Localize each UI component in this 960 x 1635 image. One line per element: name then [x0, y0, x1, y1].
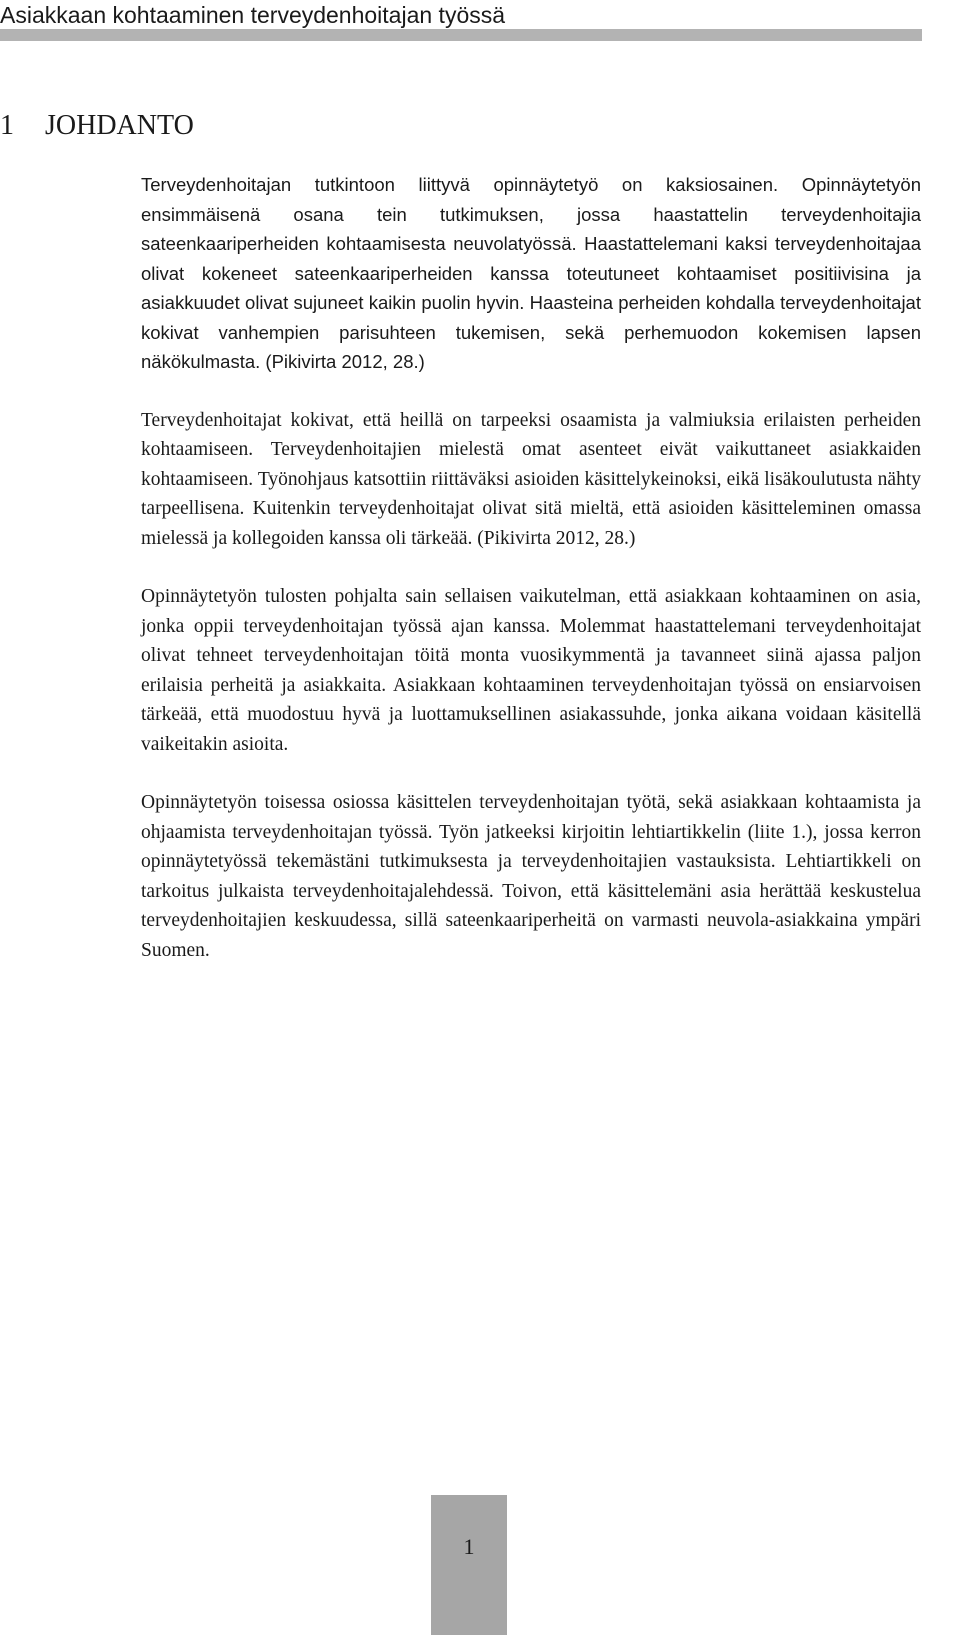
chapter-title: JOHDANTO	[45, 110, 194, 141]
paragraph-4: Opinnäytetyön toisessa osiossa käsittelen terveydenhoitajan työtä, sekä asiakkaan kohtaamista ja ohjaamista terveydenhoitajan työssä. Työn jatkeeksi kirjoitin lehtiartikkelin (liite 1.), jossa kerron opinnäytetyössä tekemästäni tutkimuksesta ja terveydenhoitajien vastauksista. Lehtiartikkeli on tarkoitus julkaista terveydenhoitajalehdessä. Toivon, että käsittelemäni asia herättää keskustelua terveydenhoitajien keskuudessa, sillä sateenkaariperheitä on varmasti neuvola-asiakkaina ympäri Suomen.	[141, 792, 921, 961]
page-number-box	[431, 1495, 507, 1635]
body-text	[141, 170, 921, 994]
header-rule	[0, 29, 922, 41]
running-header	[0, 0, 960, 42]
paragraph-3: Opinnäytetyön tulosten pohjalta sain sellaisen vaikutelman, että asiakkaan kohtaaminen on asia, jonka oppii terveydenhoitajan työssä ajan kanssa. Molemmat haastattelemani terveydenhoitajat olivat tehneet terveydenhoitajan töitä monta vuosikymmentä ja tavanneet siinä ajassa paljon erilaisia perheitä ja asiakkaita. Asiakkaan kohtaaminen terveydenhoitajan työssä on ensiarvoisen tärkeää, että muodostuu hyvä ja luottamuksellinen asiakassuhde, jonka aikana voidaan käsitellä vaikeitakin asioita.	[141, 586, 921, 755]
page-number: 1	[463, 1534, 475, 1559]
chapter-heading	[0, 108, 194, 144]
chapter-number: 1	[0, 110, 14, 141]
running-header-title: Asiakkaan kohtaaminen terveydenhoitajan työssä	[0, 2, 506, 28]
paragraph-1: Terveydenhoitajan tutkintoon liittyvä opinnäytetyö on kaksiosainen. Opinnäytetyön ensimmäisenä osana tein tutkimuksen, jossa haastattelin terveydenhoitajia sateenkaariperheiden kohtaamisesta neuvolatyössä. Haastattelemani kaksi terveydenhoitajaa olivat kokeneet sateenkaariperheiden kanssa toteutuneet kohtaamiset positiivisina ja asiakkuudet olivat sujuneet kaikin puolin hyvin. Haasteina perheiden kohdalla terveydenhoitajat kokivat vanhempien parisuhteen tukemisen, sekä perhemuodon kokemisen lapsen näkökulmasta. (Pikivirta 2012, 28.)	[141, 174, 921, 372]
paragraph-2: Terveydenhoitajat kokivat, että heillä on tarpeeksi osaamista ja valmiuksia erilaisten perheiden kohtaamiseen. Terveydenhoitajien mielestä omat asenteet eivät vaikuttaneet asiakkaiden kohtaamiseen. Työnohjaus katsottiin riittäväksi asioiden käsittelykeinoksi, eikä lisäkoulutusta nähty tarpeellisena. Kuitenkin terveydenhoitajat olivat sitä mieltä, että asioiden käsitteleminen omassa mielessä ja kollegoiden kanssa oli tärkeää. (Pikivirta 2012, 28.)	[141, 409, 921, 549]
